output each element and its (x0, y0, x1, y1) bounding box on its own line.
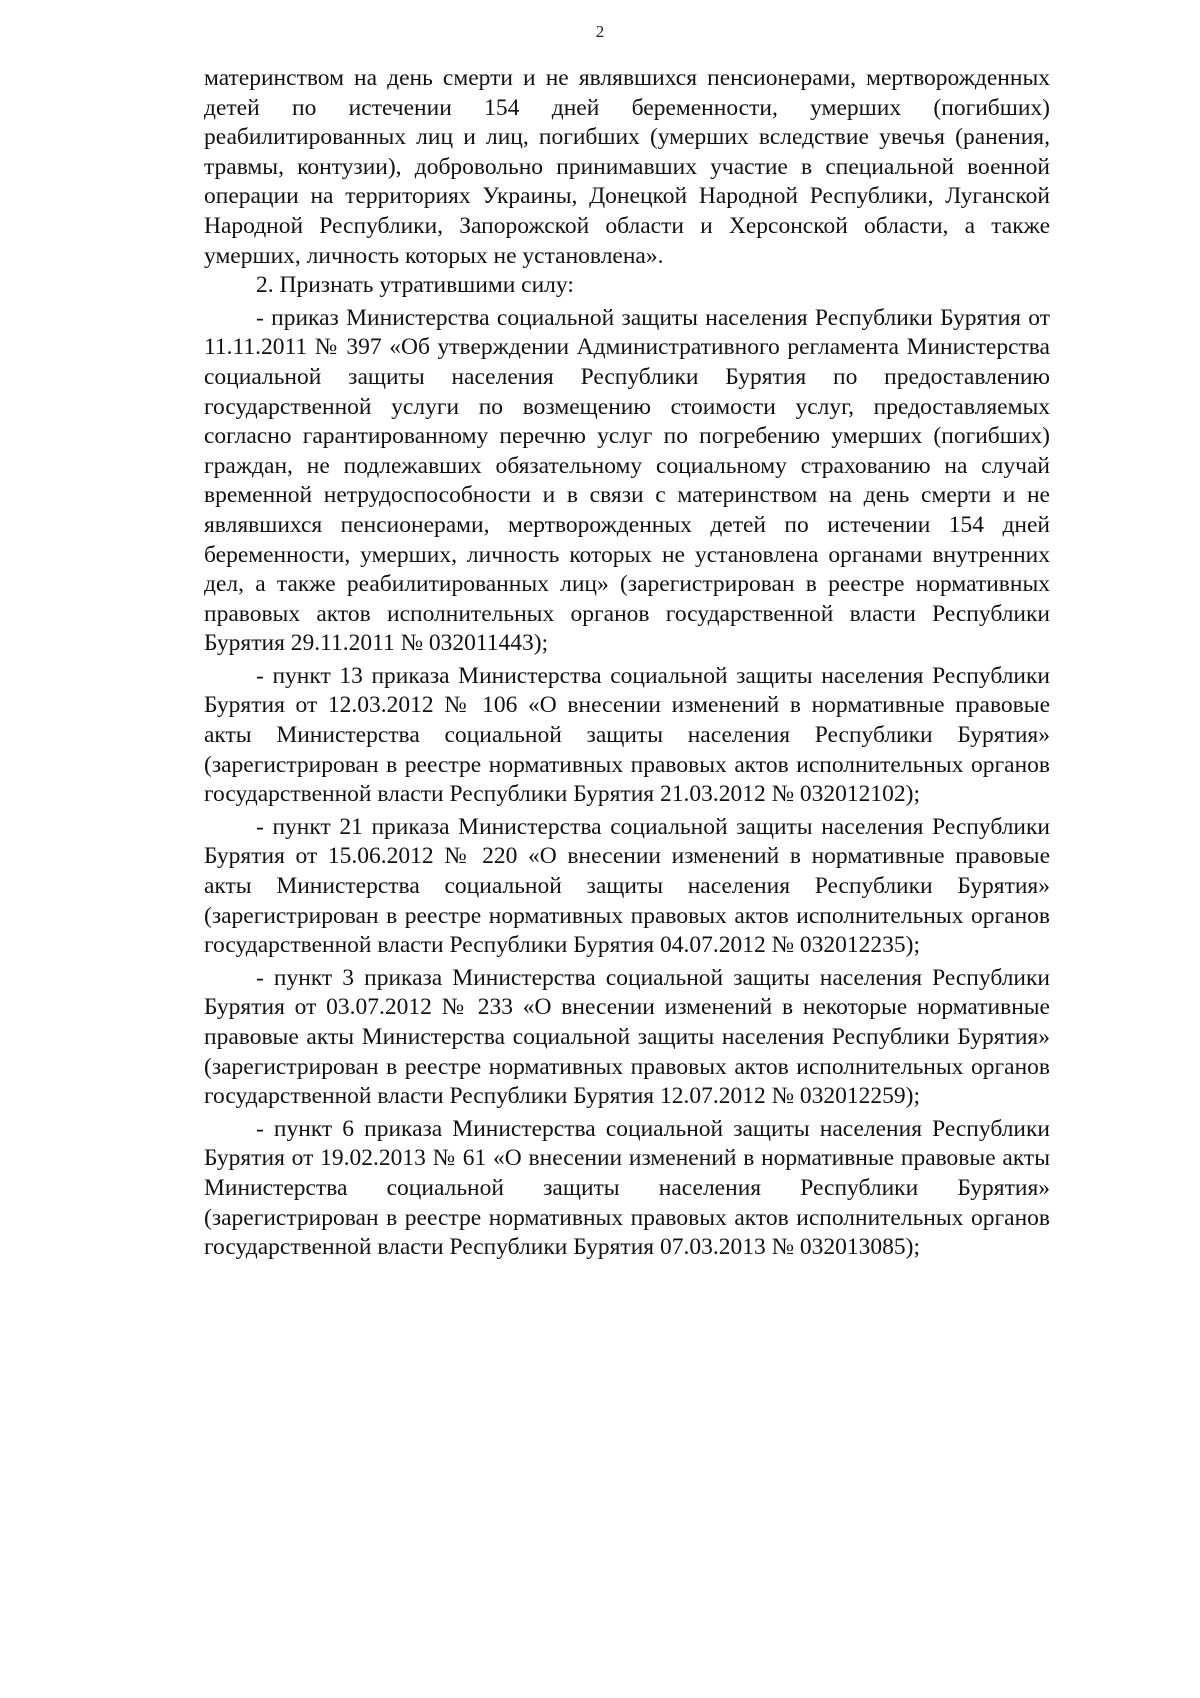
list-item-order-220: - пункт 21 приказа Министерства социальной защиты населения Республики Бурятия от 15.06.2012 № 220 «О внесении изменений в нормативные правовые акты Министерства социальной защиты населения Республики Бурятия» (зарегистрирован в реестре нормативных правовых актов исполнительных органов государственной власти Республики Бурятия 04.07.2012 № 032012235); (204, 813, 1050, 959)
list-item-order-233: - пункт 3 приказа Министерства социальной защиты населения Республики Бурятия от 03.07.2012 № 233 «О внесении изменений в некоторые нормативные правовые акты Министерства социальной защиты населения Республики Бурятия» (зарегистрирован в реестре нормативных правовых актов исполнительных органов государственной власти Республики Бурятия 12.07.2012 № 032012259); (204, 964, 1050, 1110)
page-number: 2 (595, 22, 605, 41)
list-item-order-106: - пункт 13 приказа Министерства социальной защиты населения Республики Бурятия от 12.03.2012 № 106 «О внесении изменений в нормативные правовые акты Министерства социальной защиты населения Республики Бурятия» (зарегистрирован в реестре нормативных правовых актов исполнительных органов государственной власти Республики Бурятия 21.03.2012 № 032012102); (204, 662, 1050, 808)
document-body (204, 64, 1050, 1263)
paragraph-continuation: материнством на день смерти и не являвшихся пенсионерами, мертворожденных детей по истечении 154 дней беременности, умерших (погибших) реабилитированных лиц и лиц, погибших (умерших вследствие увечья (ранения, травмы, контузии), добровольно принимавших участие в специальной военной операции на территориях Украины, Донецкой Народной Республики, Луганской Народной Республики, Запорожской области и Херсонской области, а также умерших, личность которых не установлена». (204, 65, 1050, 269)
list-item-order-61: - пункт 6 приказа Министерства социальной защиты населения Республики Бурятия от 19.02.2013 № 61 «О внесении изменений в нормативные правовые акты Министерства социальной защиты населения Республики Бурятия» (зарегистрирован в реестре нормативных правовых актов исполнительных органов государственной власти Республики Бурятия 07.03.2013 № 032013085); (204, 1115, 1050, 1261)
list-item-order-397: - приказ Министерства социальной защиты населения Республики Бурятия от 11.11.2011 № 397 «Об утверждении Административного регламента Министерства социальной защиты населения Республики Бурятия по предоставлению государственной услуги по возмещению стоимости услуг, предоставляемых согласно гарантированному перечню услуг по погребению умерших (погибших) граждан, не подлежавших обязательному социальному страхованию на случай временной нетрудоспособности и в связи с материнством на день смерти и не являвшихся пенсионерами, мертворожденных детей по истечении 154 дней беременности, умерших, личность которых не установлена органами внутренних дел, а также реабилитированных лиц» (зарегистрирован в реестре нормативных правовых актов исполнительных органов государственной власти Республики Бурятия 29.11.2011 № 032011443); (204, 304, 1050, 657)
paragraph-section-2-heading: 2. Признать утратившими силу: (256, 272, 574, 299)
